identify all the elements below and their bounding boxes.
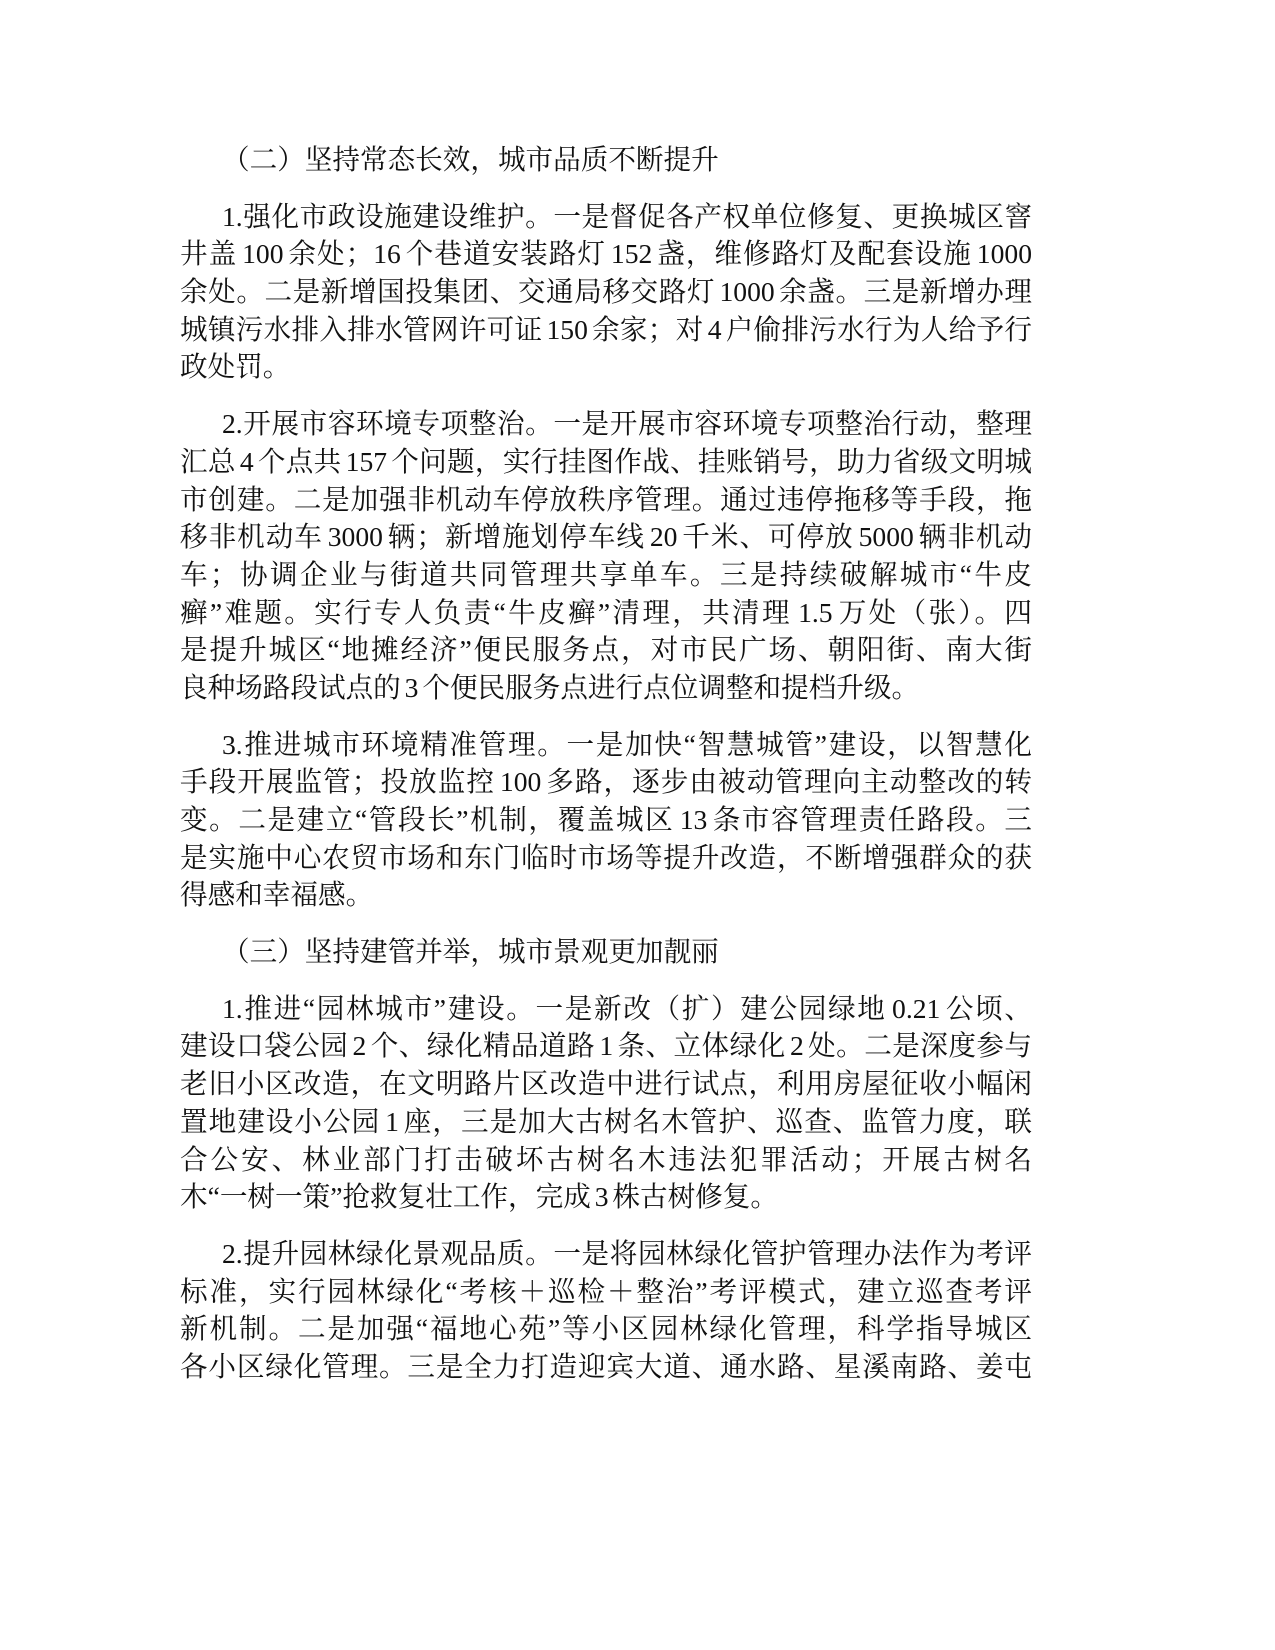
paragraph-line: 井盖 100 余处；16 个巷道安装路灯 152 盏，维修路灯及配套设施 1000 [180,238,1032,270]
paragraph [180,726,1032,914]
paragraph-line: 良种场路段试点的 3 个便民服务点进行点位调整和提档升级。 [180,671,920,703]
paragraph-line: 老旧小区改造，在文明路片区改造中进行试点，利用房屋征收小幅闲 [180,1068,1032,1100]
paragraph [180,1235,1032,1386]
section-heading [180,141,1032,179]
paragraph-line: 合公安、林业部门打击破坏古树名木违法犯罪活动；开展古树名 [180,1143,1032,1175]
paragraph-line: 手段开展监管；投放监控 100 多路，逐步由被动管理向主动整改的转 [180,766,1032,798]
paragraph [180,405,1032,707]
paragraph-line: 城镇污水排入排水管网许可证 150 余家；对 4 户偷排污水行为人给予行 [180,313,1032,345]
paragraph-line: 癣”难题。实行专人负责“牛皮癣”清理，共清理 1.5 万处（张）。四 [180,596,1032,628]
heading-text: （三）坚持建管并举，城市景观更加靓丽 [222,936,719,968]
paragraph-line: 木“一树一策”抢救复壮工作，完成 3 株古树修复。 [180,1181,778,1213]
paragraph-line: 汇总 4 个点共 157 个问题，实行挂图作战、挂账销号，助力省级文明城 [180,445,1032,477]
paragraph-line: 3.推进城市环境精准管理。一是加快“智慧城管”建设，以智慧化 [222,728,1032,760]
paragraph-line: 2.提升园林绿化景观品质。一是将园林绿化管护管理办法作为考评 [222,1237,1032,1269]
paragraph-line: 1.推进“园林城市”建设。一是新改（扩）建公园绿地 0.21 公顷、 [222,992,1032,1024]
paragraph-line: 得感和幸福感。 [180,879,374,911]
paragraph-line: 政处罚。 [180,351,291,383]
paragraph-line: 置地建设小公园 1 座，三是加大古树名木管护、巡查、监管力度，联 [180,1105,1032,1137]
paragraph-line: 是提升城区“地摊经济”便民服务点，对市民广场、朝阳街、南大街 [180,634,1032,666]
paragraph-line: 各小区绿化管理。三是全力打造迎宾大道、通水路、星溪南路、姜屯 [180,1350,1032,1382]
paragraph-line: 2.开展市容环境专项整治。一是开展市容环境专项整治行动，整理 [222,408,1032,440]
document-page [180,141,1032,1405]
paragraph [180,990,1032,1216]
paragraph-line: 建设口袋公园 2 个、绿化精品道路 1 条、立体绿化 2 处。二是深度参与 [180,1030,1032,1062]
paragraph-line: 车；协调企业与街道共同管理共享单车。三是持续破解城市“牛皮 [180,558,1032,590]
heading-text: （二）坚持常态长效，城市品质不断提升 [222,144,719,175]
paragraph-line: 是实施中心农贸市场和东门临时市场等提升改造，不断增强群众的获 [180,841,1032,873]
paragraph-line: 标准，实行园林绿化“考核＋巡检＋整治”考评模式，建立巡查考评 [180,1275,1032,1307]
section-heading [180,933,1032,971]
paragraph [180,198,1032,386]
paragraph-line: 新机制。二是加强“福地心苑”等小区园林绿化管理，科学指导城区 [180,1313,1032,1345]
paragraph-line: 1.强化市政设施建设维护。一是督促各产权单位修复、更换城区窨 [222,200,1032,232]
paragraph-line: 余处。二是新增国投集团、交通局移交路灯 1000 余盏。三是新增办理 [180,276,1032,308]
paragraph-line: 变。二是建立“管段长”机制，覆盖城区 13 条市容管理责任路段。三 [180,804,1032,835]
paragraph-line: 移非机动车 3000 辆；新增施划停车线 20 千米、可停放 5000 辆非机动 [180,521,1032,553]
paragraph-line: 市创建。二是加强非机动车停放秩序管理。通过违停拖移等手段，拖 [180,483,1032,515]
